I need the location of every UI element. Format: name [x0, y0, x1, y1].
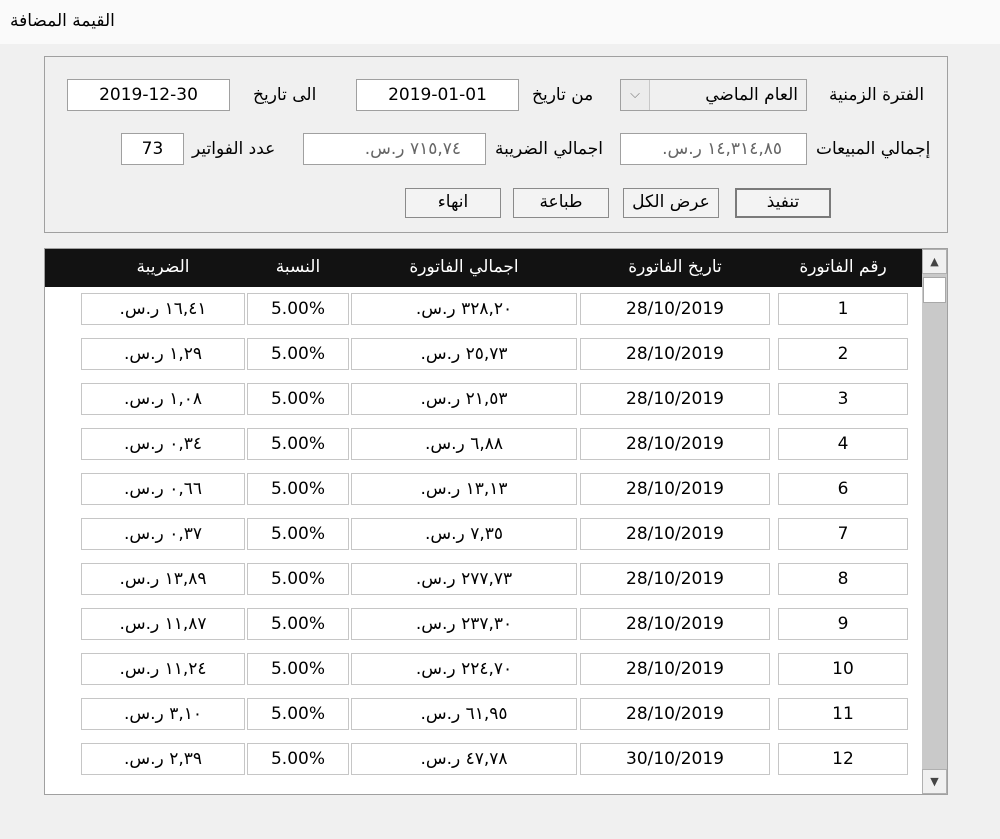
- to-date-input[interactable]: 2019-12-30: [67, 79, 230, 111]
- invoice-total-cell[interactable]: ٢٧٧,٧٣ ر.س.: [351, 563, 577, 595]
- grid-header: [45, 249, 922, 287]
- table-row[interactable]: [45, 332, 922, 376]
- arrow-up-icon[interactable]: ▲: [922, 249, 947, 274]
- invoice-date-cell[interactable]: 28/10/2019: [580, 383, 770, 415]
- rate-cell[interactable]: 5.00%: [247, 698, 349, 730]
- tax-cell[interactable]: ١١,٢٤ ر.س.: [81, 653, 245, 685]
- invoice-date-cell[interactable]: 28/10/2019: [580, 518, 770, 550]
- table-row[interactable]: [45, 602, 922, 646]
- invoice-number-cell[interactable]: 1: [778, 293, 908, 325]
- to-date-label: الى تاريخ: [253, 85, 317, 105]
- table-row[interactable]: [45, 512, 922, 556]
- invoice-grid: [44, 248, 948, 795]
- invoice-total-cell[interactable]: ٧,٣٥ ر.س.: [351, 518, 577, 550]
- table-row[interactable]: [45, 557, 922, 601]
- rate-cell[interactable]: 5.00%: [247, 293, 349, 325]
- rate-cell[interactable]: 5.00%: [247, 743, 349, 775]
- total-tax-label: اجمالي الضريبة: [495, 139, 603, 159]
- rate-cell[interactable]: 5.00%: [247, 383, 349, 415]
- total-tax-value: ٧١٥,٧٤ ر.س.: [303, 133, 486, 165]
- invoice-total-cell[interactable]: ١٣,١٣ ر.س.: [351, 473, 577, 505]
- invoice-total-cell[interactable]: ٤٧,٧٨ ر.س.: [351, 743, 577, 775]
- tax-cell[interactable]: ١٦,٤١ ر.س.: [81, 293, 245, 325]
- rate-cell[interactable]: 5.00%: [247, 563, 349, 595]
- period-label: الفترة الزمنية: [829, 85, 925, 105]
- column-header-invoice-total[interactable]: اجمالي الفاتورة: [409, 257, 519, 277]
- period-value: العام الماضي: [705, 85, 798, 105]
- invoice-number-cell[interactable]: 4: [778, 428, 908, 460]
- chevron-down-icon[interactable]: ⌵: [621, 80, 650, 110]
- invoice-number-cell[interactable]: 9: [778, 608, 908, 640]
- table-row[interactable]: [45, 377, 922, 421]
- invoice-total-cell[interactable]: ٦١,٩٥ ر.س.: [351, 698, 577, 730]
- from-date-input[interactable]: 2019-01-01: [356, 79, 519, 111]
- rate-cell[interactable]: 5.00%: [247, 473, 349, 505]
- invoice-count-label: عدد الفواتير: [192, 139, 276, 159]
- tax-cell[interactable]: ١,٢٩ ر.س.: [81, 338, 245, 370]
- execute-button[interactable]: تنفيذ: [735, 188, 831, 218]
- column-header-invoice-date[interactable]: تاريخ الفاتورة: [628, 257, 722, 277]
- arrow-down-icon[interactable]: ▼: [922, 769, 947, 794]
- invoice-total-cell[interactable]: ٦,٨٨ ر.س.: [351, 428, 577, 460]
- show-all-button[interactable]: عرض الكل: [623, 188, 719, 218]
- invoice-date-cell[interactable]: 28/10/2019: [580, 698, 770, 730]
- invoice-total-cell[interactable]: ٢٣٧,٣٠ ر.س.: [351, 608, 577, 640]
- invoice-total-cell[interactable]: ٢١,٥٣ ر.س.: [351, 383, 577, 415]
- vertical-scrollbar[interactable]: [922, 249, 947, 794]
- table-row[interactable]: [45, 422, 922, 466]
- invoice-number-cell[interactable]: 11: [778, 698, 908, 730]
- title-bar: [0, 0, 1000, 44]
- filter-panel: [44, 56, 948, 233]
- invoice-number-cell[interactable]: 12: [778, 743, 908, 775]
- finish-button[interactable]: انهاء: [405, 188, 501, 218]
- tax-cell[interactable]: ١,٠٨ ر.س.: [81, 383, 245, 415]
- invoice-total-cell[interactable]: ٢٥,٧٣ ر.س.: [351, 338, 577, 370]
- from-date-label: من تاريخ: [532, 85, 594, 105]
- invoice-date-cell[interactable]: 28/10/2019: [580, 563, 770, 595]
- invoice-total-cell[interactable]: ٣٢٨,٢٠ ر.س.: [351, 293, 577, 325]
- invoice-date-cell[interactable]: 28/10/2019: [580, 428, 770, 460]
- tax-cell[interactable]: ١٣,٨٩ ر.س.: [81, 563, 245, 595]
- print-button[interactable]: طباعة: [513, 188, 609, 218]
- rate-cell[interactable]: 5.00%: [247, 608, 349, 640]
- window-title: القيمة المضافة: [10, 11, 115, 31]
- period-combo[interactable]: [620, 79, 807, 111]
- table-row[interactable]: [45, 737, 922, 781]
- invoice-number-cell[interactable]: 7: [778, 518, 908, 550]
- rate-cell[interactable]: 5.00%: [247, 428, 349, 460]
- rate-cell[interactable]: 5.00%: [247, 653, 349, 685]
- tax-cell[interactable]: ٢,٣٩ ر.س.: [81, 743, 245, 775]
- rate-cell[interactable]: 5.00%: [247, 338, 349, 370]
- total-sales-label: إجمالي المبيعات: [816, 139, 931, 159]
- invoice-number-cell[interactable]: 10: [778, 653, 908, 685]
- tax-cell[interactable]: ٣,١٠ ر.س.: [81, 698, 245, 730]
- grid-rows: [45, 287, 922, 794]
- tax-cell[interactable]: ٠,٣٤ ر.س.: [81, 428, 245, 460]
- invoice-count-value: 73: [121, 133, 184, 165]
- column-header-tax[interactable]: الضريبة: [136, 257, 190, 277]
- invoice-date-cell[interactable]: 28/10/2019: [580, 653, 770, 685]
- invoice-date-cell[interactable]: 28/10/2019: [580, 293, 770, 325]
- table-row[interactable]: [45, 692, 922, 736]
- scroll-thumb[interactable]: [923, 277, 946, 303]
- invoice-date-cell[interactable]: 28/10/2019: [580, 338, 770, 370]
- table-row[interactable]: [45, 287, 922, 331]
- invoice-number-cell[interactable]: 6: [778, 473, 908, 505]
- tax-cell[interactable]: ١١,٨٧ ر.س.: [81, 608, 245, 640]
- invoice-date-cell[interactable]: 28/10/2019: [580, 473, 770, 505]
- tax-cell[interactable]: ٠,٦٦ ر.س.: [81, 473, 245, 505]
- invoice-number-cell[interactable]: 2: [778, 338, 908, 370]
- table-row[interactable]: [45, 467, 922, 511]
- rate-cell[interactable]: 5.00%: [247, 518, 349, 550]
- column-header-invoice-number[interactable]: رقم الفاتورة: [799, 257, 887, 277]
- invoice-number-cell[interactable]: 3: [778, 383, 908, 415]
- invoice-date-cell[interactable]: 30/10/2019: [580, 743, 770, 775]
- tax-cell[interactable]: ٠,٣٧ ر.س.: [81, 518, 245, 550]
- invoice-number-cell[interactable]: 8: [778, 563, 908, 595]
- table-row[interactable]: [45, 647, 922, 691]
- invoice-total-cell[interactable]: ٢٢٤,٧٠ ر.س.: [351, 653, 577, 685]
- total-sales-value: ١٤,٣١٤,٨٥ ر.س.: [620, 133, 807, 165]
- column-header-rate[interactable]: النسبة: [275, 257, 321, 277]
- invoice-date-cell[interactable]: 28/10/2019: [580, 608, 770, 640]
